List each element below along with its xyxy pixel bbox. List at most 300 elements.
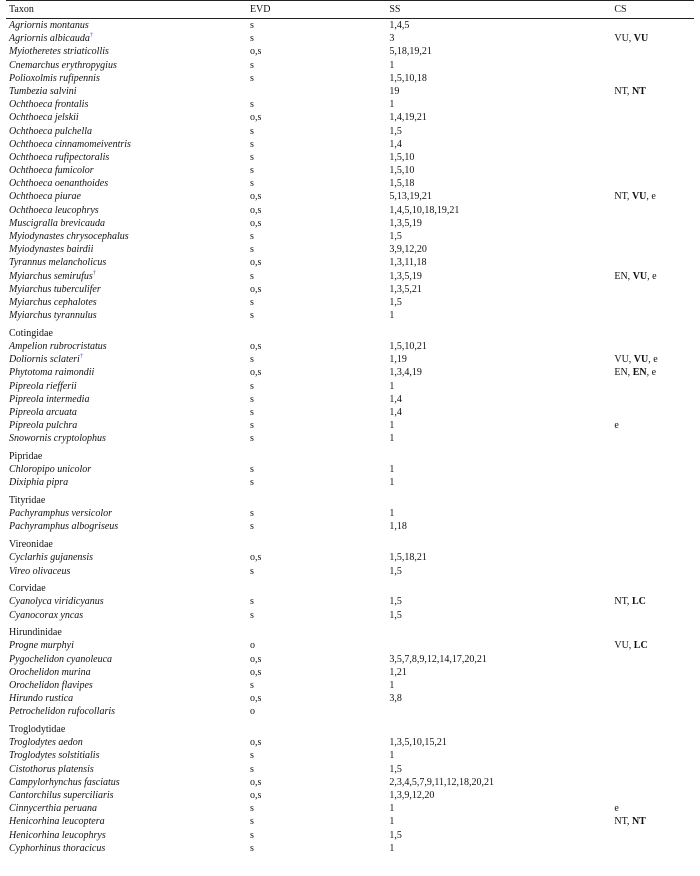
cs-cell: [614, 243, 694, 256]
cs-status: EN,: [614, 367, 633, 379]
taxon-cell: [6, 692, 250, 705]
taxon-cell: [6, 98, 250, 111]
taxon-name: Pipreola arcuata: [9, 406, 77, 418]
family-heading: [6, 582, 694, 595]
cs-cell: [614, 340, 694, 353]
taxon-name: Myiodynastes chrysocephalus: [9, 231, 129, 242]
ss-cell: 1: [389, 420, 395, 432]
table-row: [6, 177, 694, 190]
ss-cell: 1,5,18,21: [389, 552, 427, 564]
taxon-name: Cnemarchus erythropygius: [9, 59, 117, 71]
evd-cell: s: [249, 59, 254, 71]
ss-cell: 1,3,5,10,15,21: [389, 737, 447, 749]
taxon-name: Ochthoeca jelskii: [9, 112, 79, 124]
ss-cell: [389, 639, 614, 652]
table-row: [6, 507, 694, 520]
evd-cell: o,s: [249, 191, 262, 203]
ss-cell: 1,4: [389, 406, 402, 418]
ss-cell: 1,5: [389, 763, 402, 775]
table-row: [6, 551, 694, 564]
table-row: [6, 256, 694, 269]
cs-cell: [614, 406, 694, 419]
cs-cell: [614, 551, 694, 564]
evd-cell: s: [249, 151, 254, 163]
evd-cell: o,s: [249, 341, 262, 352]
table-row: [6, 283, 694, 296]
evd-cell: s: [249, 270, 254, 282]
taxon-name: Pipreola pulchra: [9, 420, 78, 432]
cs-cell: [614, 204, 694, 217]
evd-cell: s: [249, 99, 254, 111]
table-row: [6, 32, 694, 45]
taxon-cell: [6, 353, 250, 366]
taxon-name: Orochelidon murina: [9, 666, 91, 678]
taxon-cell: [6, 125, 250, 138]
taxon-cell: [6, 705, 250, 718]
taxon-name: Snowornis cryptolophus: [9, 433, 106, 445]
cs-cell: [614, 520, 694, 533]
evd-cell: s: [249, 508, 254, 520]
evd-cell: o,s: [249, 552, 262, 564]
evd-cell: s: [249, 310, 254, 322]
table-row: [6, 138, 694, 151]
cs-status-bold: VU: [632, 270, 648, 282]
cs-cell: [614, 653, 694, 666]
cs-cell: [614, 666, 694, 679]
cs-cell: [614, 802, 694, 815]
taxon-name: Pipreola intermedia: [9, 393, 90, 405]
table-row: [6, 653, 694, 666]
evd-cell: s: [249, 521, 254, 533]
ss-cell: 1: [389, 310, 395, 322]
evd-cell: s: [249, 178, 254, 190]
taxon-cell: [6, 45, 250, 58]
evd-cell: s: [249, 231, 254, 242]
evd-cell: o,s: [249, 217, 262, 229]
taxon-name: Campylorhynchus fasciatus: [9, 776, 120, 788]
table-row: [6, 393, 694, 406]
evd-cell: s: [249, 842, 254, 854]
taxon-name: Ochthoeca cinnamomeiventris: [9, 138, 131, 150]
taxon-cell: [6, 763, 250, 776]
taxon-name: Dixiphia pipra: [9, 477, 69, 489]
evd-cell: o,s: [249, 283, 262, 295]
ss-cell: 1: [389, 380, 395, 392]
taxon-cell: [6, 164, 250, 177]
cs-cell: [614, 177, 694, 190]
cs-cell: [614, 138, 694, 151]
cs-status: NT,: [614, 85, 632, 97]
evd-cell: o,s: [249, 367, 262, 379]
taxon-cell: [6, 85, 250, 98]
taxon-name: Ampelion rubrocristatus: [9, 341, 107, 352]
table-row: [6, 230, 694, 243]
ss-cell: 1,3,5,19: [389, 270, 422, 282]
table-row: [6, 679, 694, 692]
cs-cell: [614, 296, 694, 309]
table-row: [6, 406, 694, 419]
evd-cell: s: [249, 596, 254, 608]
taxon-cell: [6, 230, 250, 243]
ss-cell: 1,5: [389, 609, 402, 621]
taxon-name: Pygochelidon cyanoleuca: [9, 653, 113, 665]
cs-cell: [614, 419, 694, 432]
family-name: Hirundinidae: [9, 627, 62, 639]
taxon-name: Ochthoeca pulchella: [9, 125, 93, 137]
taxon-cell: [6, 243, 250, 256]
cs-cell: [614, 565, 694, 578]
taxon-cell: [6, 204, 250, 217]
taxon-cell: [6, 19, 250, 32]
taxon-name: Ochthoeca fumicolor: [9, 165, 94, 177]
taxon-cell: [6, 190, 250, 203]
family-heading: [6, 494, 694, 507]
taxon-cell: [6, 432, 250, 445]
cs-cell: [614, 164, 694, 177]
taxon-name: Pipreola riefferii: [9, 380, 77, 392]
taxon-name: Cyclarhis gujanensis: [9, 552, 93, 564]
cs-cell: [614, 609, 694, 622]
taxon-name: Pachyramphus versicolor: [9, 508, 113, 520]
table-row: [6, 595, 694, 608]
ss-cell: 1,5,10,21: [389, 341, 427, 352]
taxon-name: Ochthoeca rufipectoralis: [9, 151, 110, 163]
taxon-cell: [6, 419, 250, 432]
table-row: [6, 296, 694, 309]
cs-cell: [614, 507, 694, 520]
ss-cell: 1: [389, 842, 395, 854]
taxon-cell: [6, 802, 250, 815]
ss-cell: 5,13,19,21: [389, 191, 432, 203]
taxon-cell: [6, 666, 250, 679]
cs-status: VU,: [614, 33, 634, 45]
taxon-cell: [6, 151, 250, 164]
taxon-name: Cantorchilus superciliaris: [9, 790, 114, 801]
ss-cell: 1,19: [389, 354, 407, 366]
evd-cell: s: [249, 354, 254, 366]
table-row: [6, 340, 694, 353]
taxon-name: Cinnycerthia peruana: [9, 803, 98, 815]
cs-cell: [614, 679, 694, 692]
taxon-name: Pachyramphus albogriseus: [9, 521, 119, 533]
ss-cell: 1,5,10: [389, 165, 415, 177]
ss-cell: 1,4,19,21: [389, 112, 427, 124]
taxon-cell: [6, 507, 250, 520]
table-header-row: [6, 1, 694, 18]
header-taxon: Taxon: [9, 3, 34, 15]
taxon-cell: [6, 283, 250, 296]
evd-cell: s: [249, 406, 254, 418]
cs-cell: [614, 230, 694, 243]
ss-cell: 1,4,5,10,18,19,21: [389, 204, 460, 216]
taxon-cell: [6, 749, 250, 762]
taxon-cell: [6, 609, 250, 622]
evd-cell: s: [249, 477, 254, 489]
cs-cell: [614, 763, 694, 776]
table-row: [6, 705, 694, 718]
cs-status-bold: VU: [633, 354, 649, 366]
cs-cell: [614, 432, 694, 445]
cs-cell: [614, 639, 694, 652]
ss-cell: 1,5,10: [389, 151, 415, 163]
taxon-cell: [6, 815, 250, 828]
taxon-cell: [6, 829, 250, 842]
ss-cell: 1,3,9,12,20: [389, 790, 435, 801]
family-name: Troglodytidae: [9, 724, 66, 736]
species-table: [6, 0, 694, 855]
cs-cell: [614, 353, 694, 366]
evd-cell: s: [249, 72, 254, 84]
family-heading: [6, 538, 694, 551]
taxon-cell: [6, 177, 250, 190]
cs-cell: [614, 705, 694, 718]
table-row: [6, 802, 694, 815]
evd-cell: o,s: [249, 112, 262, 124]
cs-cell: [614, 692, 694, 705]
table-row: [6, 829, 694, 842]
taxon-name: Petrochelidon rufocollaris: [9, 706, 116, 718]
taxon-name: Tyrannus melancholicus: [9, 257, 107, 269]
cs-cell: [614, 72, 694, 85]
cs-status: NT,: [614, 596, 632, 608]
cs-status-bold: VU: [631, 191, 647, 203]
header-cs: CS: [614, 3, 627, 15]
ss-cell: 1,5: [389, 296, 402, 308]
cs-status-bold: LC: [633, 640, 648, 652]
cs-cell: [614, 217, 694, 230]
table-row: [6, 476, 694, 489]
ss-cell: 3,5,7,8,9,12,14,17,20,21: [389, 653, 487, 665]
cs-status-bold: NT: [631, 85, 646, 97]
cs-cell: [614, 829, 694, 842]
cs-cell: [614, 393, 694, 406]
taxon-name: Phytotoma raimondii: [9, 367, 95, 379]
evd-cell: s: [249, 433, 254, 445]
cs-cell: [614, 309, 694, 322]
evd-cell: o,s: [249, 693, 262, 705]
table-row: [6, 217, 694, 230]
evd-cell: s: [249, 565, 254, 577]
taxon-cell: [6, 653, 250, 666]
taxon-name: Ochthoeca leucophrys: [9, 204, 99, 216]
taxon-name: Myiarchus tuberculifer: [9, 283, 101, 295]
ss-cell: 1,4: [389, 138, 402, 150]
evd-cell: s: [249, 609, 254, 621]
cs-status-bold: LC: [631, 596, 646, 608]
taxon-cell: [6, 789, 250, 802]
taxon-cell: [6, 366, 250, 379]
ss-cell: 1,3,4,19: [389, 367, 422, 379]
cs-cell: [614, 380, 694, 393]
table-row: [6, 366, 694, 379]
cs-status: EN,: [614, 270, 633, 282]
taxon-cell: [6, 111, 250, 124]
ss-cell: 19: [389, 85, 400, 97]
cs-endemic-flag: , e: [648, 354, 658, 366]
evd-cell: s: [249, 816, 254, 828]
table-row: [6, 419, 694, 432]
dagger-footnote-mark: †: [79, 353, 84, 360]
cs-cell: [614, 270, 694, 283]
evd-cell: o,s: [249, 737, 262, 749]
taxon-cell: [6, 380, 250, 393]
ss-cell: 1: [389, 477, 395, 489]
cs-cell: [614, 45, 694, 58]
taxon-name: Agriornis montanus: [9, 20, 89, 31]
ss-cell: 1: [389, 680, 395, 691]
family-heading: [6, 626, 694, 639]
table-row: [6, 380, 694, 393]
ss-cell: 3,8: [389, 693, 402, 705]
taxon-name: Myiodynastes bairdii: [9, 244, 94, 256]
ss-cell: 1,3,5,19: [389, 217, 422, 229]
evd-cell: o,s: [249, 653, 262, 665]
taxon-cell: [6, 138, 250, 151]
ss-cell: 1: [389, 433, 395, 445]
table-row: [6, 111, 694, 124]
taxon-cell: [6, 595, 250, 608]
evd-cell: o: [249, 640, 255, 652]
cs-cell: [614, 32, 694, 45]
taxon-name: Chloropipo unicolor: [9, 464, 92, 476]
taxon-cell: [6, 406, 250, 419]
ss-cell: 1,5: [389, 231, 402, 242]
cs-cell: [614, 776, 694, 789]
taxon-cell: [6, 639, 250, 652]
taxon-name: Troglodytes aedon: [9, 737, 83, 749]
ss-cell: 1: [389, 803, 395, 815]
table-row: [6, 190, 694, 203]
table-row: [6, 520, 694, 533]
taxon-cell: [6, 565, 250, 578]
ss-cell: 1: [389, 99, 395, 111]
cs-cell: [614, 256, 694, 269]
table-row: [6, 270, 694, 283]
evd-cell: s: [249, 165, 254, 177]
ss-cell: 1,3,5,21: [389, 283, 422, 295]
ss-cell: 2,3,4,5,7,9,11,12,18,20,21: [389, 776, 494, 788]
taxon-name: Agriornis albicauda: [9, 33, 90, 45]
table-row: [6, 565, 694, 578]
family-heading: [6, 450, 694, 463]
taxon-name: Henicorhina leucoptera: [9, 816, 105, 828]
cs-cell: [614, 111, 694, 124]
taxon-name: Myiotheretes striaticollis: [9, 46, 109, 58]
taxon-cell: [6, 520, 250, 533]
taxon-name: Doliornis sclateri: [9, 354, 80, 366]
evd-cell: s: [249, 464, 254, 476]
table-row: [6, 432, 694, 445]
evd-cell: s: [249, 20, 254, 31]
taxon-cell: [6, 217, 250, 230]
table-row: [6, 243, 694, 256]
ss-cell: 1,5,18: [389, 178, 415, 190]
evd-cell: o,s: [249, 46, 262, 58]
cs-cell: [614, 789, 694, 802]
taxon-name: Ochthoeca frontalis: [9, 99, 89, 111]
table-row: [6, 749, 694, 762]
table-row: [6, 736, 694, 749]
taxon-cell: [6, 59, 250, 72]
cs-cell: [614, 736, 694, 749]
taxon-name: Hirundo rustica: [9, 693, 74, 705]
cs-cell: [614, 366, 694, 379]
cs-status-bold: NT: [631, 816, 646, 828]
ss-cell: 3,9,12,20: [389, 244, 427, 256]
cs-cell: [614, 59, 694, 72]
family-heading: [6, 723, 694, 736]
taxon-cell: [6, 476, 250, 489]
ss-cell: 1,5: [389, 125, 402, 137]
taxon-cell: [6, 842, 250, 855]
table-row: [6, 45, 694, 58]
ss-cell: 1: [389, 59, 395, 71]
ss-cell: 1,5: [389, 829, 402, 841]
ss-cell: 1,5: [389, 565, 402, 577]
table-row: [6, 309, 694, 322]
taxon-name: Cyanocorax yncas: [9, 609, 84, 621]
table-row: [6, 85, 694, 98]
cs-cell: [614, 842, 694, 855]
ss-cell: 1: [389, 464, 395, 476]
cs-status: NT,: [614, 816, 632, 828]
ss-cell: 1,21: [389, 666, 407, 678]
cs-cell: [614, 749, 694, 762]
table-row: [6, 463, 694, 476]
evd-cell: o: [249, 706, 255, 718]
evd-cell: s: [249, 138, 254, 150]
taxon-name: Tumbezia salvini: [9, 85, 77, 97]
table-row: [6, 72, 694, 85]
evd-cell: s: [249, 393, 254, 405]
taxon-cell: [6, 679, 250, 692]
taxon-name: Progne murphyi: [9, 640, 74, 652]
taxon-name: Myiarchus tyrannulus: [9, 310, 97, 322]
evd-cell: o,s: [249, 776, 262, 788]
cs-cell: [614, 151, 694, 164]
evd-cell: o,s: [249, 666, 262, 678]
family-name: Cotingidae: [9, 327, 53, 339]
taxon-name: Vireo olivaceus: [9, 565, 71, 577]
family-name: Pipridae: [9, 451, 43, 462]
family-name: Vireonidae: [9, 539, 53, 551]
cs-cell: [614, 85, 694, 98]
cs-cell: [614, 815, 694, 828]
taxon-name: Troglodytes solstitialis: [9, 750, 100, 762]
cs-status: e: [614, 803, 619, 815]
table-row: [6, 666, 694, 679]
taxon-name: Cyphorhinus thoracicus: [9, 842, 106, 854]
taxon-cell: [6, 296, 250, 309]
cs-cell: [614, 190, 694, 203]
header-evd: EVD: [249, 3, 271, 15]
cs-cell: [614, 463, 694, 476]
taxon-cell: [6, 551, 250, 564]
ss-cell: 1,5: [389, 596, 402, 608]
evd-cell: s: [249, 33, 254, 45]
table-body: [6, 19, 694, 855]
family-name: Corvidae: [9, 583, 46, 595]
evd-cell: s: [249, 829, 254, 841]
taxon-name: Muscigralla brevicauda: [9, 217, 106, 229]
taxon-cell: [6, 340, 250, 353]
table-row: [6, 19, 694, 32]
ss-cell: 1,4,5: [389, 20, 410, 31]
evd-cell: s: [249, 763, 254, 775]
cs-endemic-flag: , e: [647, 270, 657, 282]
cs-cell: [614, 476, 694, 489]
evd-cell: [250, 85, 389, 98]
